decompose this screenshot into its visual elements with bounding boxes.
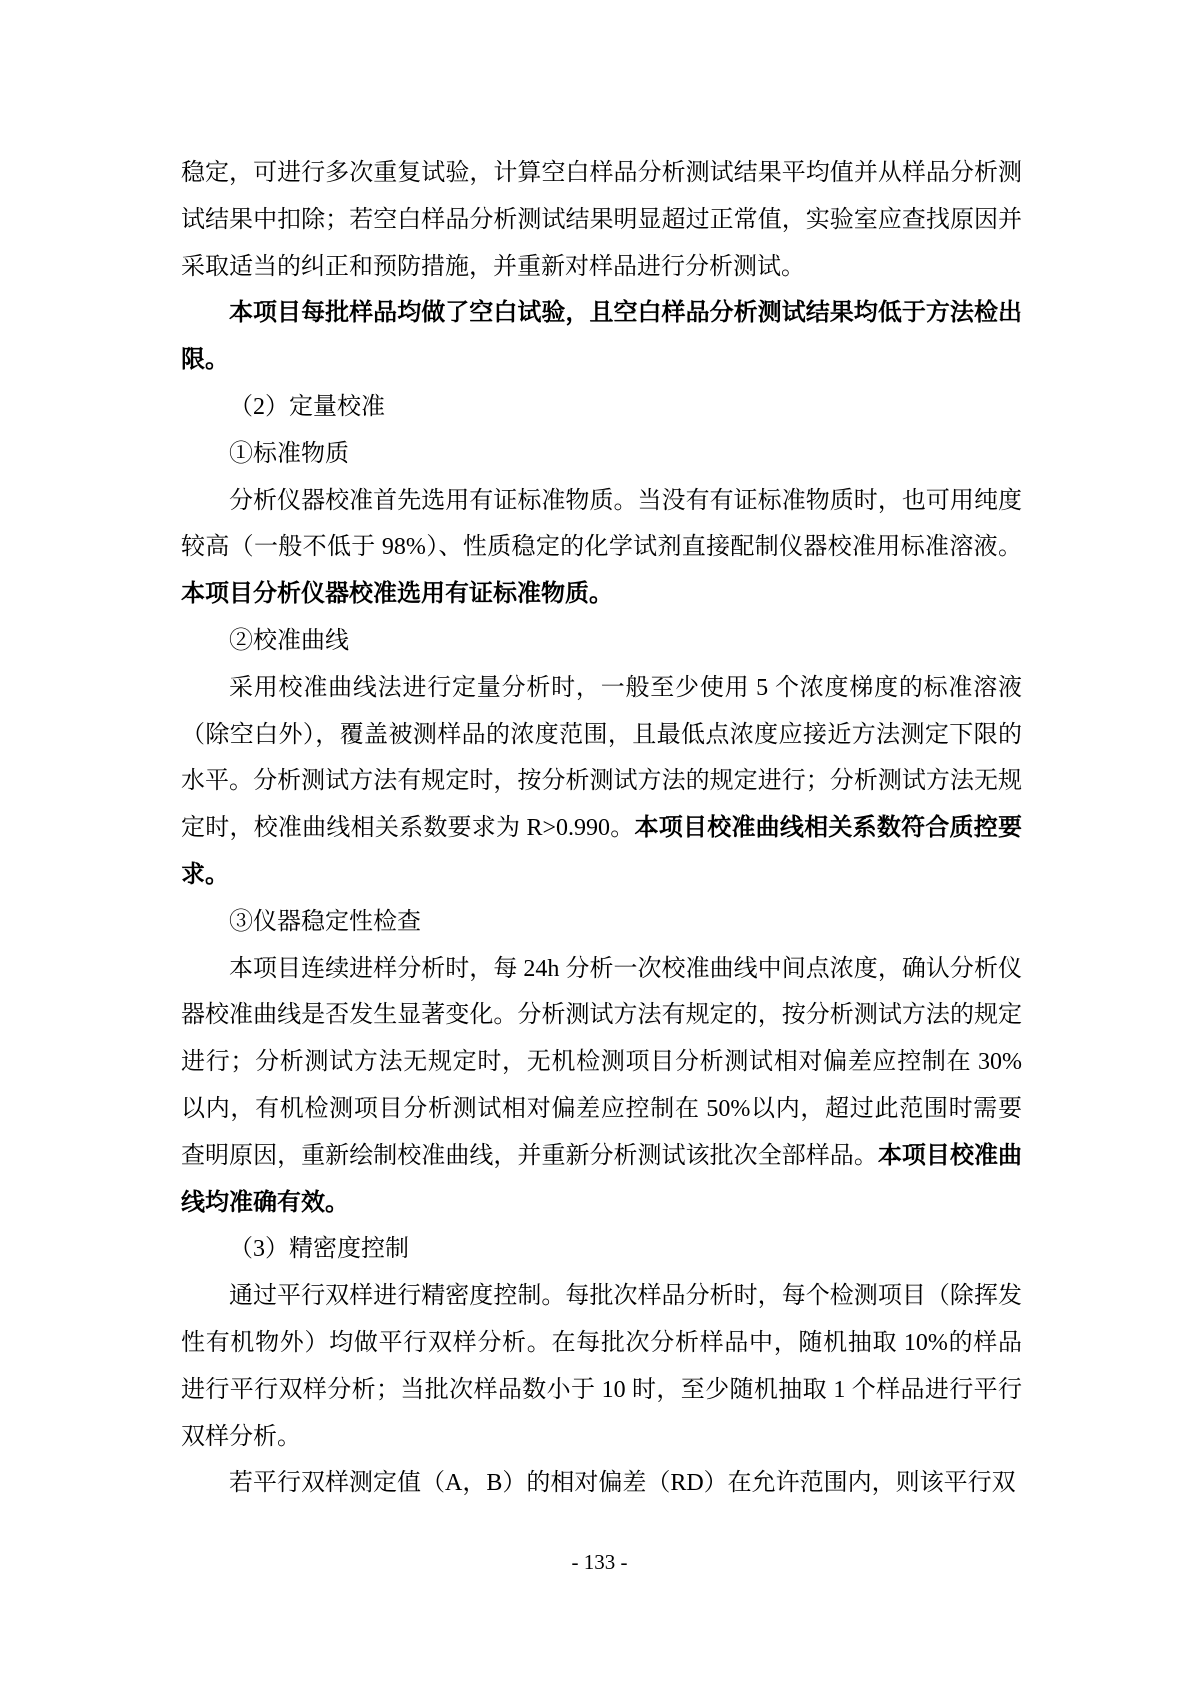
emphasis-text: 本项目校准曲线相关系数符合质控要求。 — [181, 814, 1023, 888]
paragraph — [181, 1226, 1022, 1273]
body-text: 稳定，可进行多次重复试验，计算空白样品分析测试结果平均值并从样品分析测试结果中扣除；若空白样品分析测试结果明显超过正常值，实验室应查找原因并采取适当的纠正和预防措施，并重新对样品进行分析测试。 — [181, 160, 1022, 280]
paragraph — [181, 899, 1022, 946]
paragraph — [181, 665, 1022, 899]
emphasis-text: 本项目分析仪器校准选用有证标准物质。 — [181, 580, 613, 608]
body-text: ③仪器稳定性检查 — [229, 908, 421, 935]
paragraph — [181, 1273, 1022, 1460]
body-text: 分析仪器校准首先选用有证标准物质。当没有有证标准物质时，也可用纯度较高（一般不低于 98%）、性质稳定的化学试剂直接配制仪器校准用标准溶液。 — [181, 487, 1022, 561]
paragraph — [181, 290, 1022, 384]
emphasis-text: 本项目每批样品均做了空白试验，且空白样品分析测试结果均低于方法检出限。 — [181, 299, 1022, 374]
body-text: 本项目连续进样分析时，每 24h 分析一次校准曲线中间点浓度，确认分析仪器校准曲线是否发生显著变化。分析测试方法有规定的，按分析测试方法的规定进行；分析测试方法无规定时，无机检测项目分析测试相对偏差应控制在 30%以内，有机检测项目分析测试相对偏差应控制在 50%以内，超过此范围时需要查明原因，重新绘制校准曲线，并重新分析测试该批次全部样品。 — [181, 955, 1022, 1169]
paragraph — [181, 618, 1022, 665]
page-number: - 133 - — [571, 1550, 628, 1574]
body-text: （3）精密度控制 — [229, 1236, 409, 1263]
paragraph — [181, 431, 1022, 478]
body-text: ②校准曲线 — [229, 627, 349, 654]
body-text: ①标准物质 — [229, 440, 349, 467]
body-text: （2）定量校准 — [229, 393, 385, 420]
paragraph — [181, 946, 1022, 1227]
paragraph — [181, 150, 1022, 290]
body-text: 若平行双样测定值（A，B）的相对偏差（RD）在允许范围内，则该平行双 — [229, 1470, 1016, 1497]
document-body — [181, 150, 1022, 1507]
paragraph — [181, 478, 1022, 618]
emphasis-text: 本项目校准曲线均准确有效。 — [181, 1141, 1023, 1216]
paragraph — [181, 384, 1022, 431]
body-text: 采用校准曲线法进行定量分析时，一般至少使用 5 个浓度梯度的标准溶液（除空白外），覆盖被测样品的浓度范围，且最低点浓度应接近方法测定下限的水平。分析测试方法有规定时，按分析测试方法的规定进行；分析测试方法无规定时，校准曲线相关系数要求为 R>0.990。 — [181, 674, 1022, 842]
body-text: 通过平行双样进行精密度控制。每批次样品分析时，每个检测项目（除挥发性有机物外）均做平行双样分析。在每批次分析样品中，随机抽取 10%的样品进行平行双样分析；当批次样品数小于 10 时，至少随机抽取 1 个样品进行平行双样分析。 — [181, 1283, 1022, 1450]
page-footer — [0, 1548, 1199, 1576]
paragraph — [181, 1460, 1022, 1507]
